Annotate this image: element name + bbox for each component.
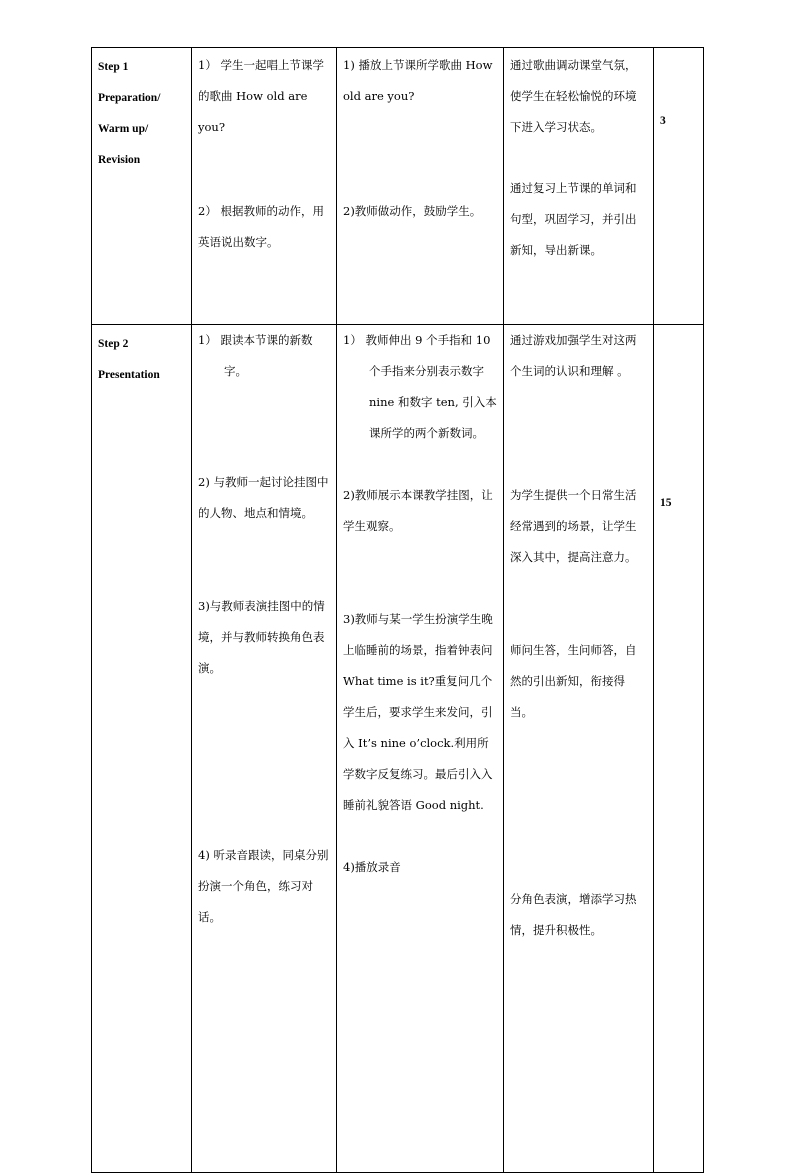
- student-activity: [192, 48, 337, 325]
- table-row: [92, 325, 704, 1173]
- teacher-activity: [337, 325, 504, 1173]
- list-item: 为学生提供一个日常生活经常遇到的场景，让学生深入其中，提高注意力。: [510, 488, 637, 564]
- list-item: 通过游戏加强学生对这两个生词的认识和理解 。: [510, 333, 637, 378]
- minutes: 15: [654, 325, 704, 1173]
- list-item: 通过歌曲调动课堂气氛，使学生在轻松愉悦的环境下进入学习状态。: [510, 58, 637, 134]
- list-item: 2) 与教师一起讨论挂图中的人物、地点和情境。: [198, 475, 329, 520]
- list-item: 通过复习上节课的单词和句型，巩固学习，并引出新知，导出新课。: [510, 181, 637, 257]
- purpose: [504, 325, 654, 1173]
- step-label: Step 2 Presentation: [92, 325, 192, 1173]
- list-item: 3)与教师表演挂图中的情境，并与教师转换角色表演。: [198, 599, 325, 675]
- list-item: 2） 根据教师的动作，用英语说出数字。: [198, 204, 324, 249]
- teacher-activity: [337, 48, 504, 325]
- purpose: [504, 48, 654, 325]
- list-item: 4)播放录音: [343, 860, 401, 874]
- list-item: 4) 听录音跟读，同桌分别扮演一个角色，练习对话。: [198, 848, 329, 924]
- student-activity: [192, 325, 337, 1173]
- table-row: [92, 48, 704, 325]
- list-item: 1） 学生一起唱上节课学的歌曲 How old are you?: [198, 58, 324, 134]
- list-item: 分角色表演，增添学习热情，提升积极性。: [510, 892, 637, 937]
- list-item: 1） 跟读本节课的新数字。: [198, 333, 313, 378]
- step-label: Step 1 Preparation/ Warm up/ Revision: [92, 48, 192, 325]
- list-item: 3)教师与某一学生扮演学生晚上临睡前的场景，指着钟表问 What time is it?重复问几个学生后，要求学生来发问，引入 It’s nine o’clock.利用所学数字反复练习。最后引入入睡前礼貌答语 Good night.: [343, 612, 493, 812]
- lesson-plan-table: [91, 47, 704, 1173]
- minutes: 3: [654, 48, 704, 325]
- list-item: 1） 教师伸出 9 个手指和 10 个手指来分别表示数字 nine 和数字 ten, 引入本课所学的两个新数词。: [343, 333, 497, 440]
- list-item: 2)教师展示本课教学挂图，让学生观察。: [343, 488, 493, 533]
- list-item: 1) 播放上节课所学歌曲 How old are you?: [343, 58, 493, 103]
- list-item: 2)教师做动作，鼓励学生。: [343, 204, 482, 218]
- list-item: 师问生答，生问师答，自然的引出新知，衔接得当。: [510, 643, 637, 719]
